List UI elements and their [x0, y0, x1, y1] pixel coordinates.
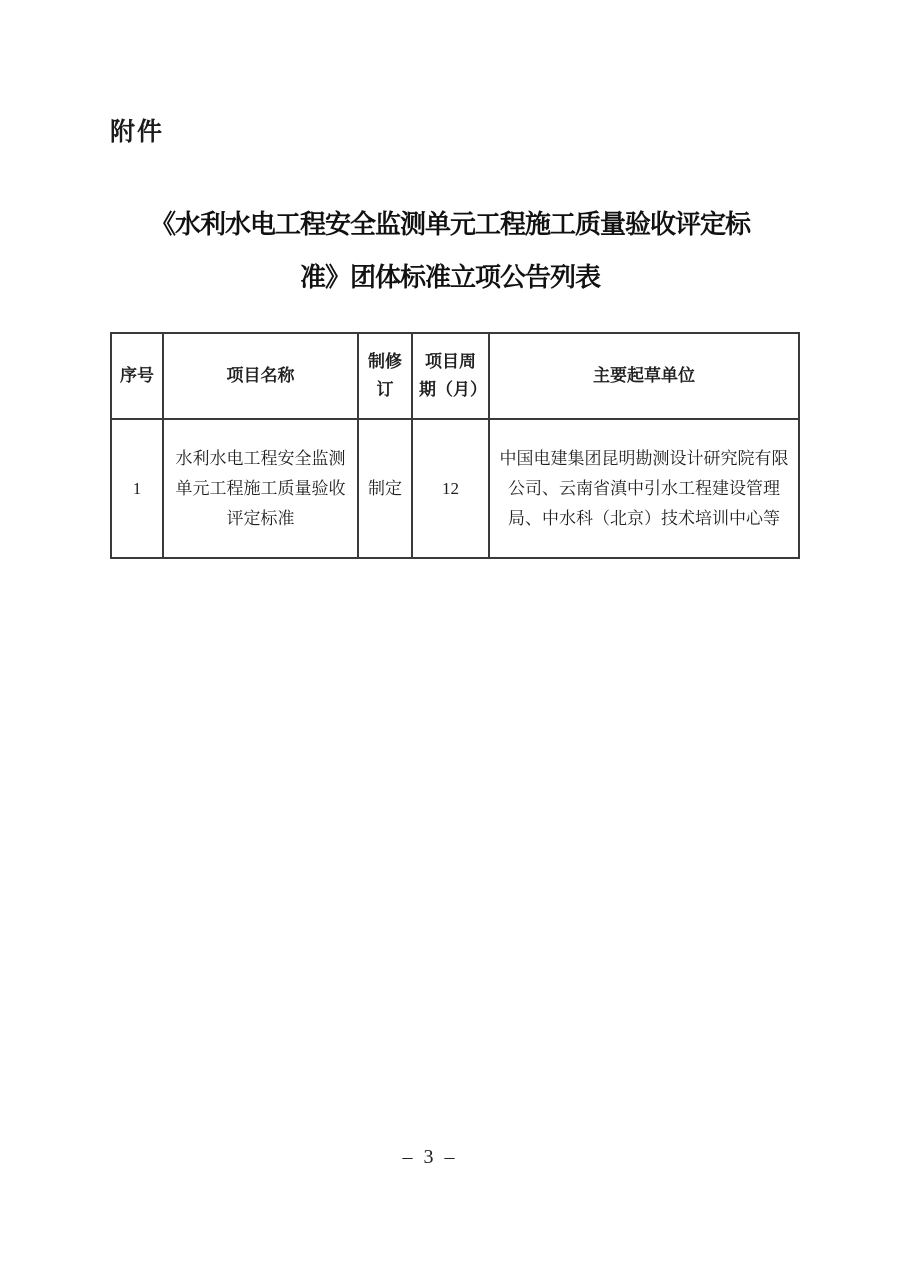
cell-seq: 1: [111, 419, 163, 558]
cell-project-name: 水利水电工程安全监测单元工程施工质量验收评定标准: [163, 419, 358, 558]
document-title-line-2: 准》团体标准立项公告列表: [299, 263, 600, 292]
page-number: – 3 –: [402, 1146, 458, 1168]
attachment-label: 附件: [110, 118, 165, 146]
column-header-seq: 序号: [111, 333, 163, 419]
table-header-row: [111, 333, 799, 419]
document-title-line-1: 《水利水电工程安全监测单元工程施工质量验收评定标: [149, 210, 750, 239]
footer: [0, 1146, 860, 1169]
cell-revision-type: 制定: [358, 419, 412, 558]
cell-period-months: 12: [412, 419, 489, 558]
document-title: [50, 198, 850, 304]
column-header-project-name: 项目名称: [163, 333, 358, 419]
cell-drafting-units: 中国电建集团昆明勘测设计研究院有限公司、云南省滇中引水工程建设管理局、中水科（北京）技术培训中心等: [489, 419, 799, 558]
column-header-period-months: 项目周期（月）: [412, 333, 489, 419]
standards-announcement-table: [110, 332, 800, 559]
table-row: [111, 419, 799, 558]
column-header-drafting-units: 主要起草单位: [489, 333, 799, 419]
column-header-revision-type: 制修订: [358, 333, 412, 419]
